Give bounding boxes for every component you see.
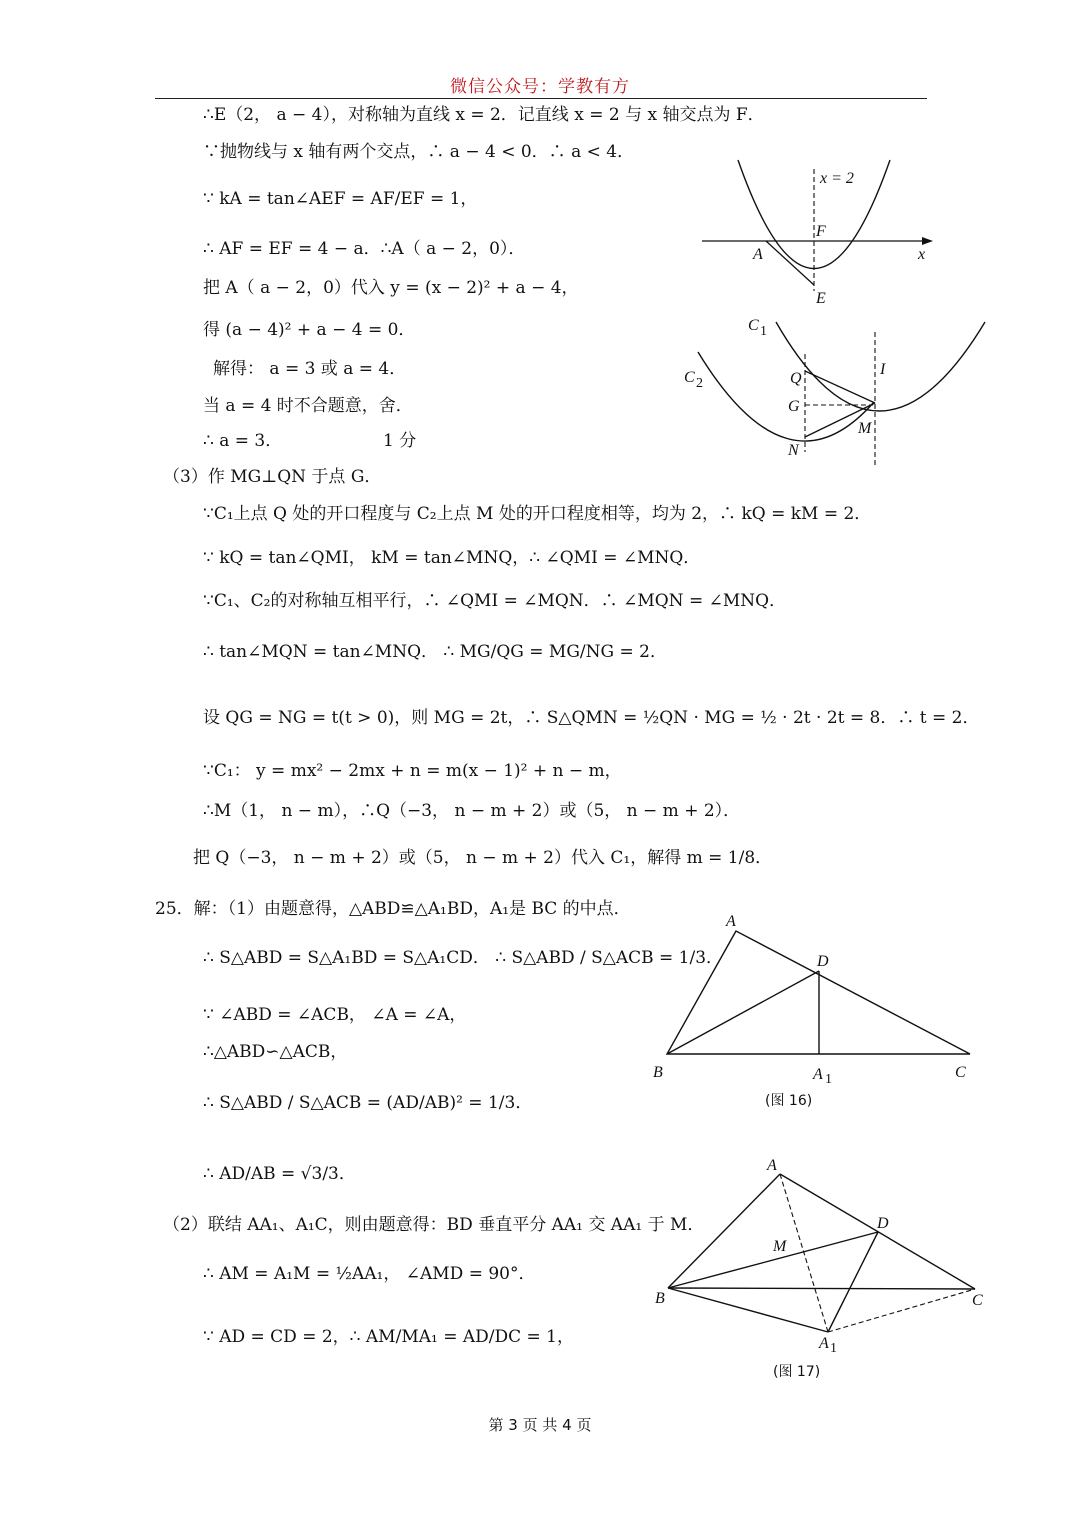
text-line: 25．解：（1）由题意得，△ABD≌△A₁BD，A₁是 BC 的中点． (155, 899, 631, 919)
page-header-title: 微信公众号：学教有方 (450, 77, 630, 97)
C2-sub: 2 (696, 376, 703, 391)
point-I-label: I (880, 361, 886, 378)
x-axis-arrow (922, 237, 933, 245)
text-line: 设 QG = NG = t(t > 0)，则 MG = 2t，∴ S△QMN = ½QN · MG = ½ · 2t · 2t = 8．∴ t = 2． (203, 708, 980, 728)
segment-A1C (828, 1289, 975, 1332)
point-D-label: D (817, 953, 829, 970)
page-footer: 第 3 页 共 4 页 (488, 1416, 592, 1434)
point-Q-label: Q (790, 370, 802, 387)
text-line: ∵抛物线与 x 轴有两个交点，∴ a − 4 < 0．∴ a < 4． (203, 142, 635, 162)
text-line: ∴ S△ABD / S△ACB = (AD/AB)² = 1/3． (203, 1093, 533, 1113)
header-rule (155, 98, 927, 99)
point-A1-label: A (819, 1335, 829, 1352)
figure-16 (640, 905, 1000, 1115)
figure-two-parabolas (680, 310, 1000, 470)
text-line: ∵ ∠ABD = ∠ACB， ∠A = ∠A， (203, 1005, 467, 1025)
figure-17-caption: (图 17) (773, 1364, 821, 1380)
C1-sub: 1 (760, 324, 767, 339)
figure-17 (640, 1150, 1000, 1390)
x-label: x (918, 246, 926, 263)
text-line: ∴ AM = A₁M = ½AA₁， ∠AMD = 90°． (203, 1264, 536, 1284)
point-B-label: B (653, 1064, 663, 1081)
text-line: （2）联结 AA₁、A₁C，则由题意得：BD 垂直平分 AA₁ 交 AA₁ 于 M． (163, 1215, 705, 1235)
point-A1-label: A (813, 1066, 823, 1083)
point-E-label: E (816, 290, 826, 307)
point-C-label: C (955, 1064, 966, 1081)
segment-BA1 (668, 1288, 828, 1332)
segment-DA1 (828, 1232, 878, 1332)
text-line: ∴△ABD∽△ACB， (203, 1042, 348, 1062)
figure-16-caption: (图 16) (765, 1093, 813, 1109)
text-line: ∴M（1， n − m），∴Q（−3， n − m + 2）或（5， n − m + 2）． (203, 801, 741, 821)
text-line: ∴ AF = EF = 4 − a．∴A（ a − 2，0）． (203, 239, 526, 259)
point-A-label: A (726, 913, 736, 930)
figure-parabola-axis (690, 155, 940, 310)
C1-label: C (748, 317, 759, 334)
point-A-label: A (753, 246, 763, 263)
text-line: ∴ S△ABD = S△A₁BD = S△A₁CD． ∴ S△ABD / S△ACB = 1/3． (203, 948, 724, 968)
eq-label: x = 2 (820, 170, 854, 187)
point-D-label: D (877, 1215, 889, 1232)
text-line: 把 Q（−3， n − m + 2）或（5， n − m + 2）代入 C₁，解得 m = 1/8． (193, 848, 773, 868)
C2-label: C (684, 369, 695, 386)
point-A-label: A (767, 1157, 777, 1174)
text-line: ∵ kA = tan∠AEF = AF/EF = 1， (203, 189, 478, 209)
text-line: ∵C₁： y = mx² − 2mx + n = m(x − 1)² + n − m， (203, 761, 622, 781)
text-line: 得 (a − 4)² + a − 4 = 0． (203, 320, 416, 340)
point-M-label: M (773, 1238, 787, 1255)
point-A1-sub: 1 (830, 1341, 837, 1356)
text-line: ∵C₁、C₂的对称轴互相平行，∴ ∠QMI = ∠MQN．∴ ∠MQN = ∠MNQ． (203, 591, 787, 611)
text-line: 解得： a = 3 或 a = 4． (213, 359, 407, 379)
segment-BC (668, 1288, 975, 1289)
point-G-label: G (788, 398, 800, 415)
text-line: ∵ AD = CD = 2，∴ AM/MA₁ = AD/DC = 1， (203, 1327, 575, 1347)
text-line: ∴ AD/AB = √3/3． (203, 1164, 356, 1184)
text-line: ∴ a = 3． (203, 431, 283, 451)
point-A1-sub: 1 (825, 1072, 832, 1087)
segment-AE (766, 241, 814, 285)
point-C-label: C (972, 1292, 983, 1309)
text-line: 把 A（ a − 2，0）代入 y = (x − 2)² + a − 4， (203, 278, 579, 298)
text-line: ∵C₁上点 Q 处的开口程度与 C₂上点 M 处的开口程度相等，均为 2，∴ kQ = kM = 2． (203, 504, 872, 524)
segment-AB (668, 1174, 780, 1288)
curve-C2 (698, 352, 874, 441)
point-N-label: N (788, 442, 799, 459)
score-note: 1 分 (383, 431, 417, 451)
text-line: （3）作 MG⊥QN 于点 G． (163, 467, 382, 487)
text-line: 当 a = 4 时不合题意，舍． (203, 396, 413, 416)
text-line: ∴E（2， a − 4），对称轴为直线 x = 2．记直线 x = 2 与 x 轴交点为 F． (203, 105, 765, 125)
text-line: ∴ tan∠MQN = tan∠MNQ． ∴ MG/QG = MG/NG = 2． (203, 642, 667, 662)
text-line: ∵ kQ = tan∠QMI， kM = tan∠MNQ，∴ ∠QMI = ∠MNQ． (203, 548, 701, 568)
point-M-label: M (858, 420, 872, 437)
point-F-label: F (816, 223, 826, 240)
point-B-label: B (655, 1290, 665, 1307)
